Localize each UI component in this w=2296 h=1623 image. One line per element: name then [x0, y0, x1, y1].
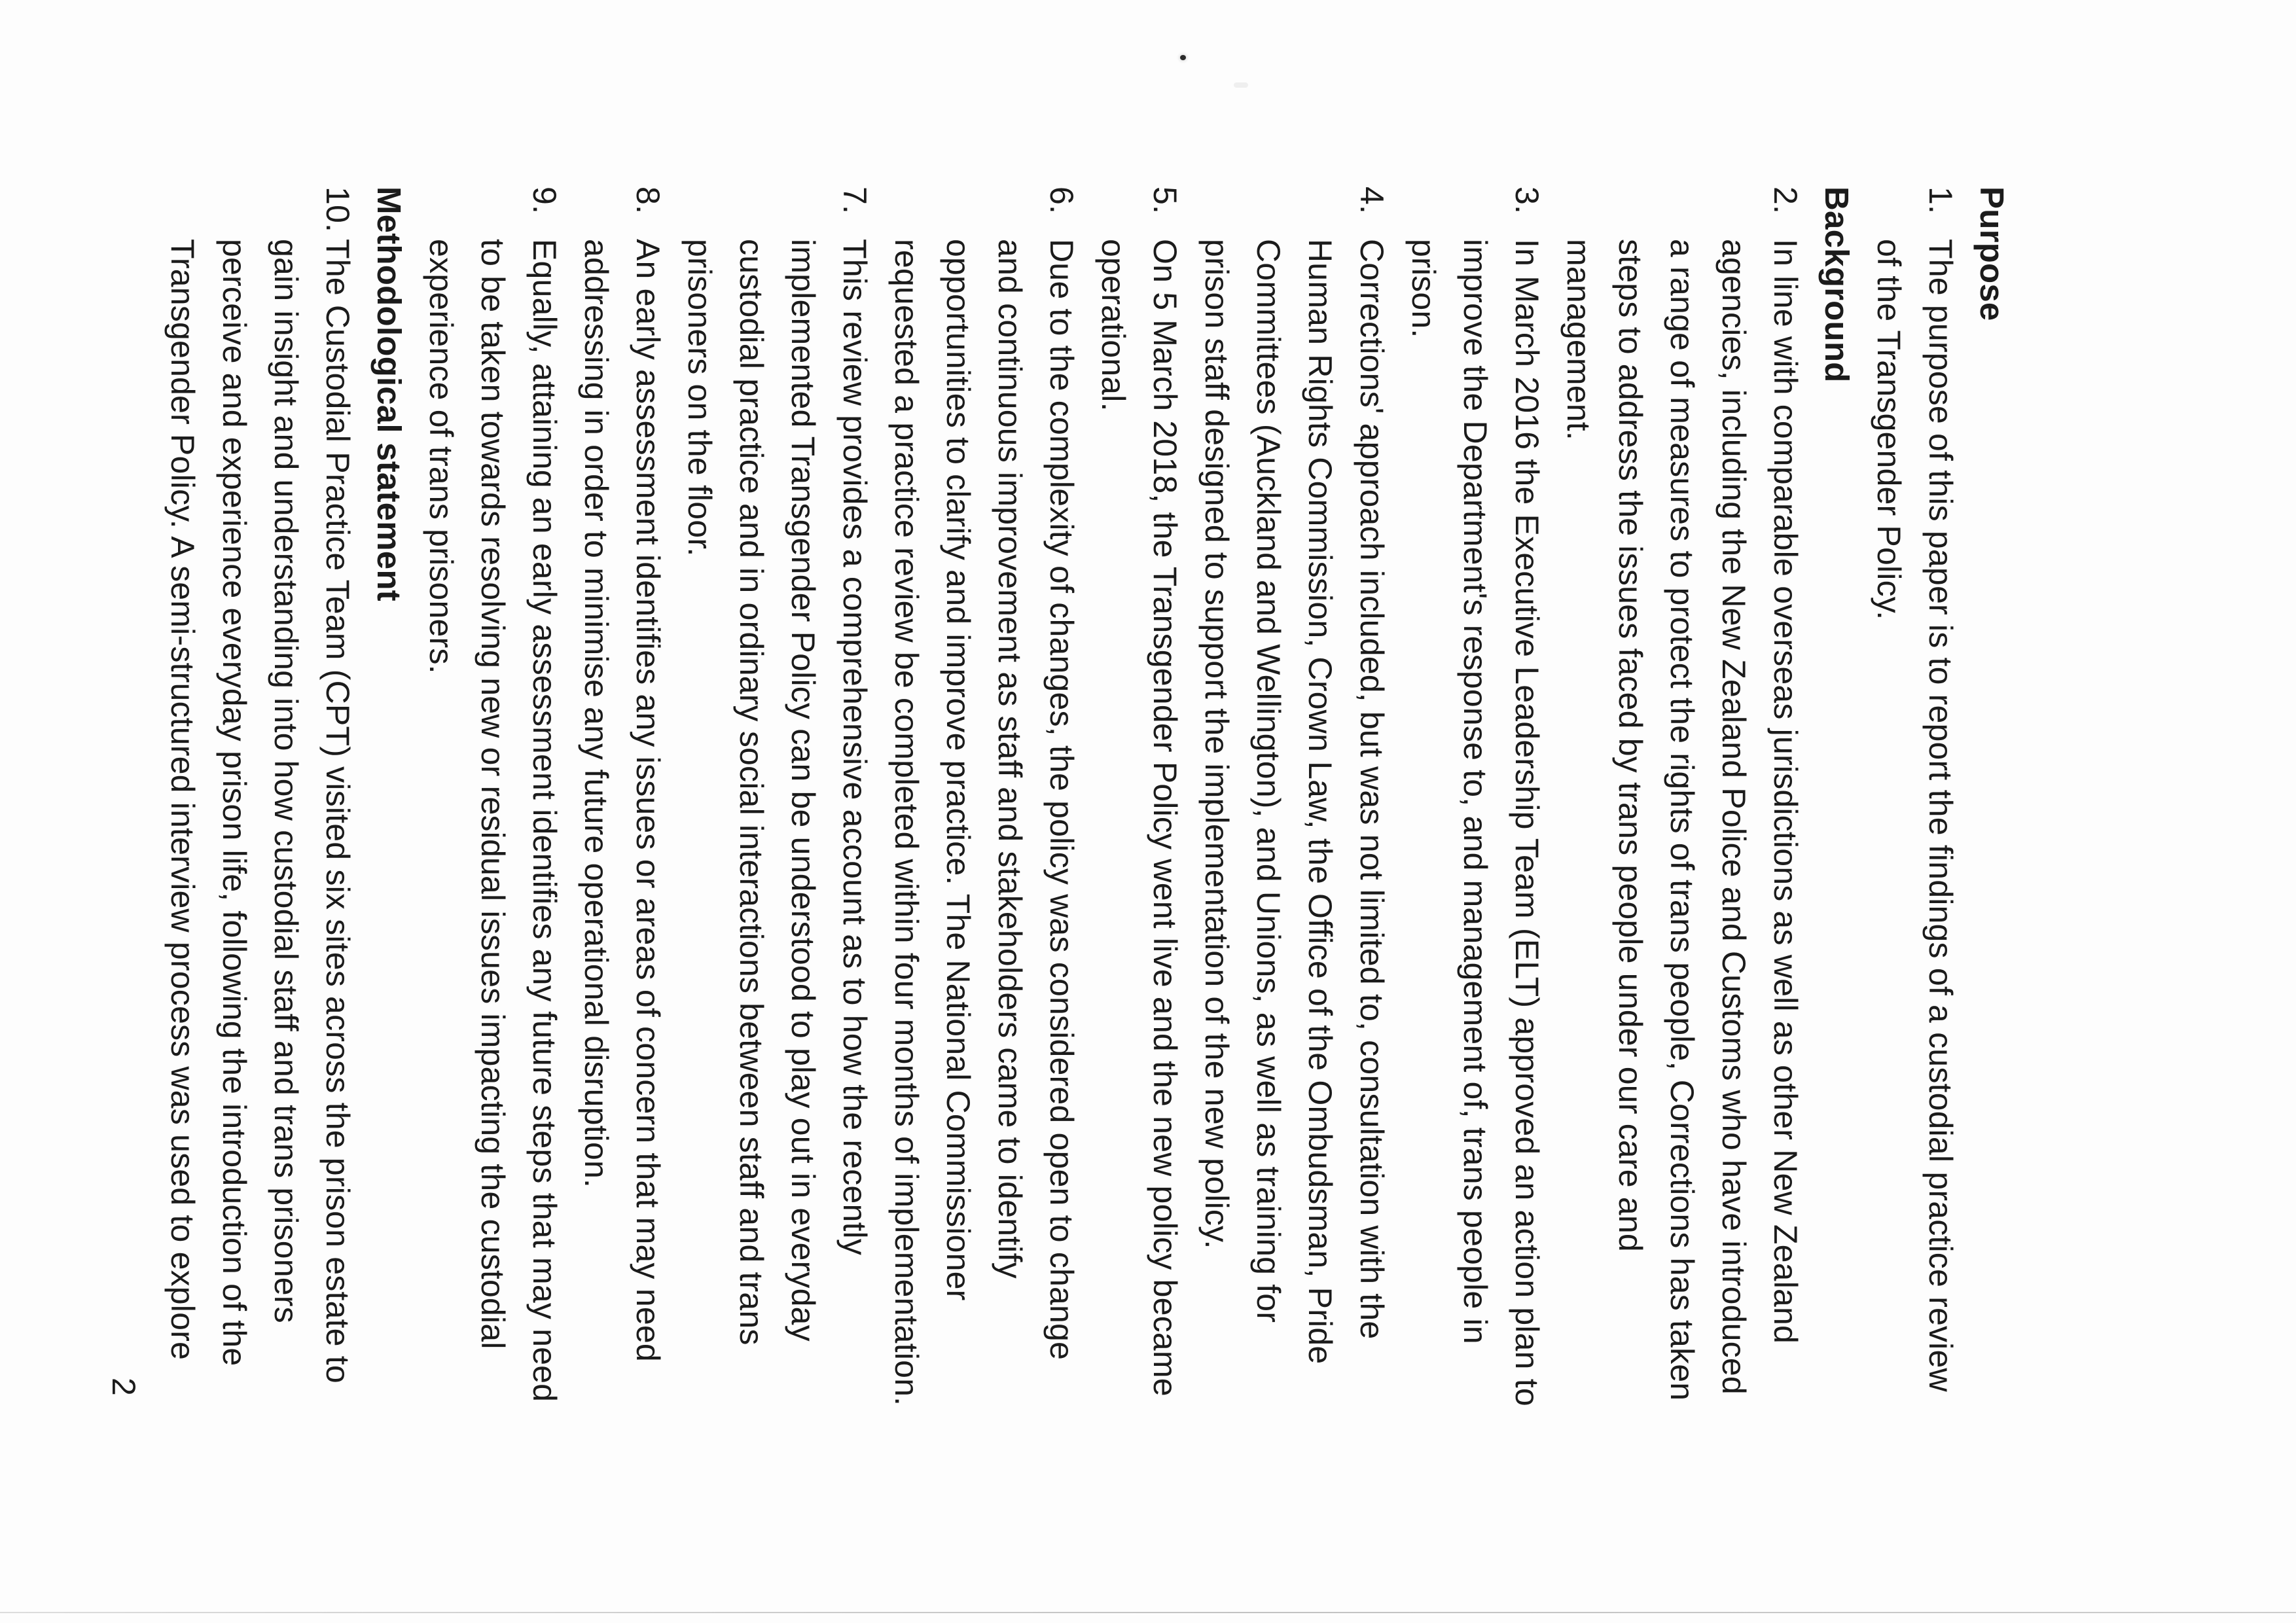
list-item: [880, 187, 1087, 1440]
list-item: [156, 187, 363, 1440]
section-heading-background: Background: [1818, 187, 1856, 383]
list-item-number: 3.: [1509, 187, 1545, 215]
list-item-text: On 5 March 2018, the Transgender Policy went live and the new policy became operational.: [1095, 239, 1183, 1397]
list-item-number: 7.: [836, 187, 873, 215]
list-item-number: 10.: [319, 187, 356, 233]
list-item-number: 2.: [1767, 187, 1804, 215]
list-item-number: 5.: [1147, 187, 1183, 215]
list-item-text: This review provides a comprehensive account as to how the recently implemented Transgender Policy can be understood to play out in everyday custodial practice and in ordinary social interactions between staff and trans prisoners on the floor.: [681, 239, 873, 1346]
scan-artifact-smudge: [1234, 82, 1248, 88]
list-item-number: 1.: [1922, 187, 1959, 215]
list-item-text: The Custodial Practice Team (CPT) visited six sites across the prison estate to gain insight and understanding into how custodial staff and trans prisoners perceive and experience everyday prison life, following the introduction of the Transgender Policy. A semi-structured interview process was used to explore: [164, 239, 356, 1383]
list-item-number: 9.: [526, 187, 563, 215]
list-item: [415, 187, 570, 1440]
scan-artifact-speck: [1180, 55, 1186, 60]
list-item-number: 6.: [1043, 187, 1080, 215]
list-item-text: In March 2016 the Executive Leadership Team (ELT) approved an action plan to improve the Department's response to, and management of, trans people in prison.: [1405, 239, 1545, 1406]
list-item: [570, 187, 673, 1440]
list-item-text: The purpose of this paper is to report the findings of a custodial practice review of the Transgender Policy.: [1871, 239, 1959, 1392]
list-item-number: 4.: [1354, 187, 1390, 215]
section-heading-methodological-statement: Methodological statement: [370, 187, 408, 601]
list-item: [1191, 187, 1397, 1440]
list-item-text: Due to the complexity of changes, the policy was considered open to change and continuous improvement as staff and stakeholders came to identify opportunities to clarify and improve practice. The National Commissioner requested a practice review be completed within four months of implementation.: [888, 239, 1080, 1406]
list-item: [673, 187, 880, 1440]
section-heading-purpose: Purpose: [1973, 187, 2011, 321]
list-item: [1087, 187, 1191, 1440]
list-item: [1552, 187, 1811, 1440]
list-item-text: Corrections' approach included, but was not limited to, consultation with the Human Rights Commission, Crown Law, the Office of the Ombudsman, Pride Committees (Auckland and Wellington), and Unions, as well as training for prison staff designed to support the implementation of the new policy.: [1198, 239, 1390, 1364]
list-item-text: An early assessment identifies any issues or areas of concern that may need addressing in order to minimise any future operational disruption.: [578, 239, 666, 1362]
scan-artifact-line: [0, 1612, 2296, 1613]
list-item-text: In line with comparable overseas jurisdictions as well as other New Zealand agencies, including the New Zealand Police and Customs who have introduced a range of measures to protect the rights of trans people, Corrections has taken steps to address the issues faced by trans people under our care and management.: [1560, 239, 1804, 1401]
list-item-text: Equally, attaining an early assessment identifies any future steps that may need to be taken towards resolving new or residual issues impacting the custodial experience of trans prisoners.: [423, 239, 563, 1402]
list-item-number: 8.: [630, 187, 666, 215]
page-content: [156, 187, 2018, 1440]
page-number: 2: [105, 1378, 142, 1396]
list-item: [1863, 187, 1966, 1440]
list-item: [1397, 187, 1552, 1440]
